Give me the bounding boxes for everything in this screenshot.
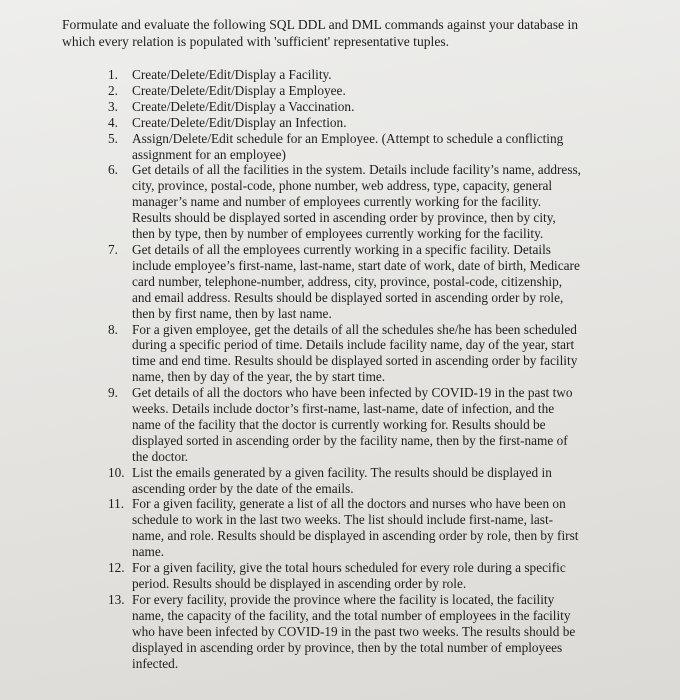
item-text: For a given employee, get the details of all the schedules she/he has been scheduled during a specific period of time. Details include facility name, day of the year, start time and end time. Results should be displayed sorted in ascending order by facility name, then by day of the year, the by start time. — [132, 321, 578, 385]
item-number: 7. — [108, 241, 118, 257]
list-item — [108, 385, 582, 465]
list-item — [108, 322, 582, 386]
item-text: For a given facility, generate a list of all the doctors and nurses who have been on schedule to work in the last two weeks. The list should include first-name, last-name, and role. Results should be displayed in ascending order by role, then by first name. — [132, 496, 579, 560]
item-text: Get details of all the employees currently working in a specific facility. Details include employee’s first-name, last-name, start date of work, date of birth, Medicare card number, telephone-number, address, city, province, postal-code, citizenship, and email address. Results should be displayed sorted in ascending order by role, then by first name, then by last name. — [132, 241, 580, 321]
item-text: Create/Delete/Edit/Display a Vaccination. — [132, 98, 355, 114]
item-text: Create/Delete/Edit/Display a Facility. — [132, 67, 332, 82]
item-text: Create/Delete/Edit/Display an Infection. — [132, 114, 347, 130]
item-number: 12. — [108, 560, 125, 576]
list-item — [108, 83, 582, 99]
item-number: 11. — [108, 496, 125, 512]
item-number: 10. — [108, 464, 125, 480]
item-number: 9. — [108, 385, 118, 401]
list-item — [108, 560, 582, 592]
intro-paragraph: Formulate and evaluate the following SQL DDL and DML commands against your database in which every relation is populated with 'sufficient' representative tuples. — [62, 17, 579, 49]
requirements-list — [62, 67, 640, 671]
item-text: For every facility, provide the province where the facility is located, the facility name, the capacity of the facility, and the total number of employees in the facility who have been infected by COVID-19 in the past two weeks. The results should be displayed in ascending order by province, then by the total number of employees infected. — [132, 591, 576, 671]
item-number: 6. — [108, 162, 118, 178]
item-text: Create/Delete/Edit/Display a Employee. — [132, 82, 346, 98]
list-item — [108, 242, 582, 322]
item-number: 4. — [108, 114, 118, 130]
item-text: Assign/Delete/Edit schedule for an Employee. (Attempt to schedule a conflicting assignment for an employee) — [132, 130, 564, 162]
list-item — [108, 99, 582, 115]
item-number: 8. — [108, 321, 118, 337]
item-number: 13. — [108, 591, 125, 607]
list-item — [108, 115, 582, 131]
list-item — [108, 465, 582, 497]
item-number: 1. — [108, 67, 118, 82]
item-text: Get details of all the doctors who have been infected by COVID-19 in the past two weeks. Details include doctor’s first-name, last-name, date of infection, and the name of the facility that the doctor is currently working for. Results should be displayed sorted in ascending order by the facility name, then by the first-name of the doctor. — [132, 385, 573, 464]
list-item — [108, 592, 582, 672]
list-item — [108, 67, 582, 83]
item-number: 5. — [108, 130, 118, 146]
item-number: 2. — [108, 82, 118, 98]
list-item — [108, 162, 582, 242]
item-number: 3. — [108, 98, 118, 114]
item-text: Get details of all the facilities in the system. Details include facility’s name, address, city, province, postal-code, phone number, web address, type, capacity, general manager’s name and number of employees currently working for the facility. Results should be displayed sorted in ascending order by province, then by city, then by type, then by number of employees currently working for the facility. — [132, 162, 582, 242]
list-item — [108, 131, 582, 163]
item-text: For a given facility, give the total hours scheduled for every role during a specific period. Results should be displayed in ascending order by role. — [132, 560, 566, 591]
item-text: List the emails generated by a given facility. The results should be displayed in ascending order by the date of the emails. — [132, 464, 552, 496]
list-item — [108, 496, 582, 560]
